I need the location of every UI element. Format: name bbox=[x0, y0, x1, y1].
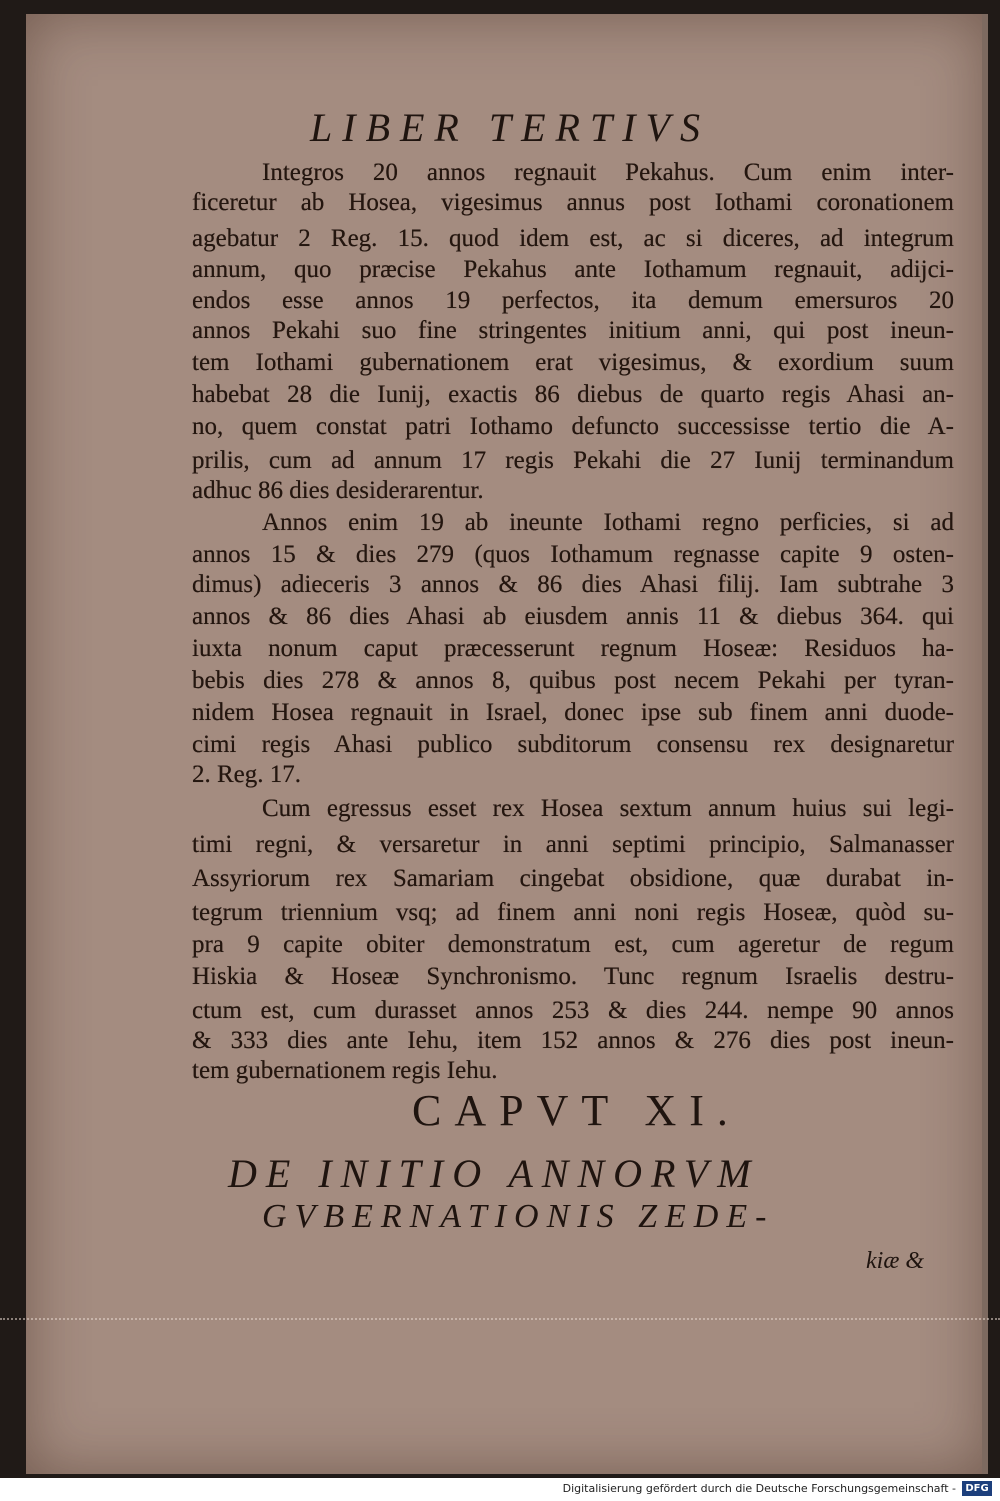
text-line: no, quem constat patri Iothamo defuncto successisse tertio die A- bbox=[192, 413, 954, 440]
dfg-logo: DFG bbox=[962, 1481, 992, 1496]
text-line: nidem Hosea regnauit in Israel, donec ipse sub finem anni duode- bbox=[192, 699, 954, 726]
chapter-title: CAPVT XI. bbox=[412, 1086, 741, 1135]
chapter-heading-line: DE INITIO ANNORVM bbox=[228, 1151, 760, 1196]
footer-credit: Digitalisierung gefördert durch die Deutsche Forschungsgemeinschaft - bbox=[562, 1482, 956, 1495]
text-line: Assyriorum rex Samariam cingebat obsidione, quæ durabat in- bbox=[192, 865, 954, 892]
text-line: tem gubernationem regis Iehu. bbox=[192, 1057, 498, 1084]
text-line: annos 15 & dies 279 (quos Iothamum regnasse capite 9 osten- bbox=[192, 541, 954, 568]
text-line: Hiskia & Hoseæ Synchronismo. Tunc regnum Israelis destru- bbox=[192, 963, 954, 990]
page-fold-line bbox=[0, 1318, 1000, 1320]
text-line: dimus) adieceris 3 annos & 86 dies Ahasi filij. Iam subtrahe 3 bbox=[192, 571, 954, 598]
text-line: annos Pekahi suo fine stringentes initium anni, qui post ineun- bbox=[192, 317, 954, 344]
text-line: endos esse annos 19 perfectos, ita demum emersuros 20 bbox=[192, 287, 954, 314]
text-line: timi regni, & versaretur in anni septimi principio, Salmanasser bbox=[192, 831, 954, 858]
text-line: tem Iothami gubernationem erat vigesimus, & exordium suum bbox=[192, 349, 954, 376]
running-head: LIBER TERTIVS bbox=[310, 105, 710, 150]
text-line: pra 9 capite obiter demonstratum est, cum ageretur de regum bbox=[192, 931, 954, 958]
text-line: tegrum triennium vsq; ad finem anni noni regis Hoseæ, quòd su- bbox=[192, 899, 954, 926]
text-line: habebat 28 die Iunij, exactis 86 diebus de quarto regis Ahasi an- bbox=[192, 381, 954, 408]
text-line: adhuc 86 dies desiderarentur. bbox=[192, 477, 484, 504]
text-line: prilis, cum ad annum 17 regis Pekahi die 27 Iunij terminandum bbox=[192, 447, 954, 474]
text-line: annum, quo præcise Pekahus ante Iothamum regnauit, adijci- bbox=[192, 256, 954, 283]
footer-bar bbox=[0, 1478, 1000, 1501]
text-line: agebatur 2 Reg. 15. quod idem est, ac si diceres, ad integrum bbox=[192, 225, 954, 252]
text-line: & 333 dies ante Iehu, item 152 annos & 276 dies post ineun- bbox=[192, 1027, 954, 1054]
text-line: ctum est, cum durasset annos 253 & dies 244. nempe 90 annos bbox=[192, 997, 954, 1024]
text-line: iuxta nonum caput præcesserunt regnum Hoseæ: Residuos ha- bbox=[192, 635, 954, 662]
text-line: cimi regis Ahasi publico subditorum consensu rex designaretur bbox=[192, 731, 954, 758]
text-line: annos & 86 dies Ahasi ab eiusdem annis 11 & diebus 364. qui bbox=[192, 603, 954, 630]
text-line: bebis dies 278 & annos 8, quibus post necem Pekahi per tyran- bbox=[192, 667, 954, 694]
chapter-heading-line: GVBERNATIONIS ZEDE- bbox=[262, 1198, 775, 1235]
text-line: 2. Reg. 17. bbox=[192, 761, 302, 788]
catchword: kiæ & bbox=[866, 1248, 924, 1274]
text-line: Cum egressus esset rex Hosea sextum annum huius sui legi- bbox=[262, 795, 954, 822]
text-line: Annos enim 19 ab ineunte Iothami regno perficies, si ad bbox=[262, 509, 954, 536]
text-line: ficeretur ab Hosea, vigesimus annus post Iothami coronationem bbox=[192, 189, 954, 216]
text-line: Integros 20 annos regnauit Pekahus. Cum enim inter- bbox=[262, 159, 954, 186]
page-edge bbox=[982, 14, 988, 1474]
